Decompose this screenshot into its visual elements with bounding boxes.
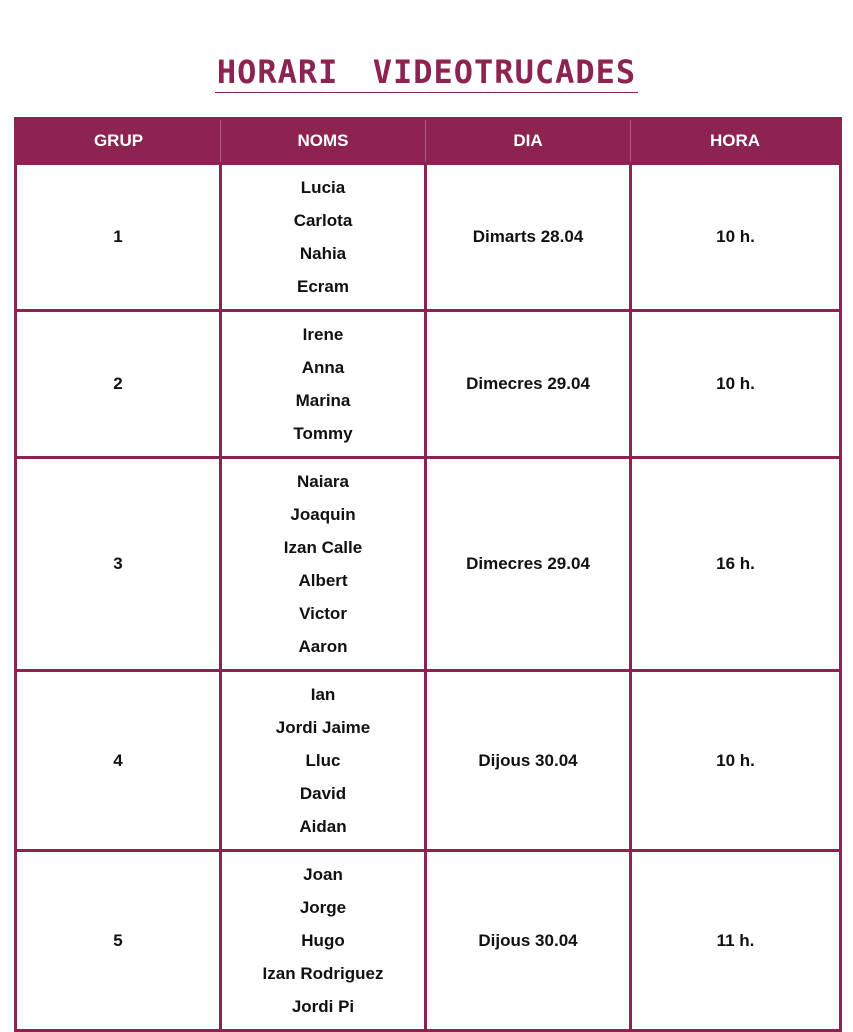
group-number: 2 — [16, 311, 221, 458]
column-header-grup: GRUP — [16, 119, 221, 164]
student-name: Ecram — [297, 277, 349, 296]
group-day: Dimarts 28.04 — [426, 164, 631, 311]
student-name: Jordi Pi — [291, 997, 355, 1016]
student-name: Lucia — [300, 178, 346, 197]
group-day: Dimecres 29.04 — [426, 311, 631, 458]
group-time: 10 h. — [631, 164, 841, 311]
group-number: 3 — [16, 458, 221, 671]
names-list — [222, 312, 424, 456]
student-name: Albert — [298, 571, 348, 590]
group-names-cell — [221, 311, 426, 458]
group-number: 5 — [16, 851, 221, 1031]
student-name: Marina — [295, 391, 351, 410]
student-name: Tommy — [293, 424, 353, 443]
title-wrapper — [0, 54, 853, 93]
table-row — [16, 164, 841, 311]
student-name: Lluc — [305, 751, 341, 770]
student-name: Irene — [302, 325, 344, 344]
student-name: Anna — [301, 358, 345, 377]
group-day: Dijous 30.04 — [426, 851, 631, 1031]
group-time: 10 h. — [631, 311, 841, 458]
group-time: 16 h. — [631, 458, 841, 671]
group-names-cell — [221, 671, 426, 851]
student-name: Aidan — [299, 817, 347, 836]
student-name: Joan — [303, 865, 343, 884]
group-day: Dijous 30.04 — [426, 671, 631, 851]
schedule-table — [14, 117, 842, 1032]
student-name: Naiara — [297, 472, 349, 491]
names-list — [222, 672, 424, 849]
student-name: Jorge — [299, 898, 347, 917]
student-name: Izan Calle — [283, 538, 363, 557]
table-row — [16, 458, 841, 671]
student-name: Victor — [299, 604, 347, 623]
column-header-noms: NOMS — [221, 119, 426, 164]
group-names-cell — [221, 164, 426, 311]
table-row — [16, 851, 841, 1031]
student-name: Izan Rodriguez — [262, 964, 384, 983]
column-header-dia: DIA — [426, 119, 631, 164]
group-time: 11 h. — [631, 851, 841, 1031]
student-name: Aaron — [298, 637, 348, 656]
table-header-row — [16, 119, 841, 164]
group-day: Dimecres 29.04 — [426, 458, 631, 671]
names-list — [222, 459, 424, 669]
group-number: 1 — [16, 164, 221, 311]
group-time: 10 h. — [631, 671, 841, 851]
column-header-hora: HORA — [631, 119, 841, 164]
student-name: Joaquin — [290, 505, 356, 524]
group-names-cell — [221, 458, 426, 671]
student-name: Nahia — [299, 244, 347, 263]
table-row — [16, 671, 841, 851]
student-name: Ian — [310, 685, 336, 704]
page-title: HORARI VIDEOTRUCADES — [216, 53, 637, 91]
student-name: David — [299, 784, 347, 803]
student-name: Jordi Jaime — [275, 718, 371, 737]
group-names-cell — [221, 851, 426, 1031]
names-list — [222, 852, 424, 1029]
table-row — [16, 311, 841, 458]
names-list — [222, 165, 424, 309]
student-name: Hugo — [301, 931, 345, 950]
group-number: 4 — [16, 671, 221, 851]
student-name: Carlota — [293, 211, 353, 230]
